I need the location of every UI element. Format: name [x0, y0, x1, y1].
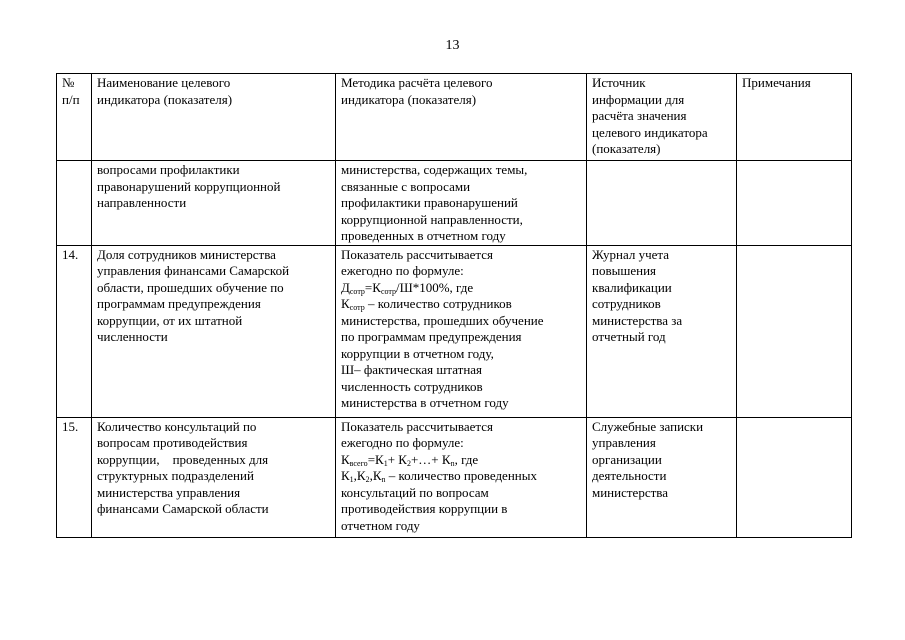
row-source-line: отчетный год — [592, 329, 666, 344]
table-header-row — [57, 74, 852, 161]
row-method-line: Показатель рассчитывается — [341, 418, 494, 434]
row-method-line: коррупционной направленности, — [341, 211, 523, 227]
row-name-line: коррупции, от их штатной — [97, 312, 243, 328]
row-method-line: министерства, прошедших обучение — [341, 312, 544, 328]
row-name-line: министерства управления — [97, 484, 241, 500]
row-method-line: ежегодно по формуле: — [341, 263, 464, 278]
header-name-line: индикатора (показателя) — [97, 91, 233, 107]
row-method-line: Показатель рассчитывается — [341, 246, 494, 262]
row-source-line: деятельности — [592, 468, 667, 483]
formula-subscript: 1 — [349, 475, 354, 484]
row-name-line: численности — [97, 329, 168, 344]
formula-subscript: сотр — [349, 303, 365, 312]
row-method-line: коррупции в отчетном году, — [341, 345, 494, 361]
row-method-line: отчетном году — [341, 517, 420, 533]
row-name-line: структурных подразделений — [97, 468, 254, 483]
row-notes-cell — [737, 245, 852, 417]
table-row — [57, 245, 852, 417]
row-method-cell — [336, 245, 587, 417]
header-source-line: Источник — [592, 75, 646, 90]
formula-text: , где — [454, 451, 479, 467]
row-source-line: организации — [592, 451, 662, 467]
row-name-cell — [92, 245, 336, 417]
row-name-line: области, прошедших обучение по — [97, 279, 284, 295]
formula-symbol: К — [341, 468, 350, 483]
row-name-cell — [92, 417, 336, 537]
header-source-line: расчёта значения — [592, 108, 687, 123]
header-name-line: Наименование целевого — [97, 75, 231, 90]
formula-text: – количество проведенных — [385, 468, 537, 483]
row-method-line: Ш– фактическая штатная — [341, 362, 483, 377]
header-num-line: п/п — [62, 91, 80, 107]
formula-symbol: К — [341, 296, 350, 311]
formula-text: – количество сотрудников — [364, 296, 512, 311]
formula-symbol: К — [341, 451, 350, 467]
formula-subscript: сотр — [380, 286, 396, 296]
header-name-cell — [92, 74, 336, 161]
header-num-line: № — [62, 75, 75, 90]
row-source-line: Журнал учета — [592, 246, 670, 262]
formula-line — [341, 280, 582, 297]
row-num-cell — [57, 161, 92, 246]
formula-line — [341, 452, 582, 469]
header-notes-cell — [737, 74, 852, 161]
row-name-line: коррупции, проведенных для — [97, 451, 269, 467]
row-method-line: министерства, содержащих темы, — [341, 162, 528, 177]
formula-definition-line — [341, 296, 582, 313]
row-name-line: направленности — [97, 195, 187, 210]
row-source-line: министерства за — [592, 312, 683, 328]
formula-symbol: =К — [367, 451, 384, 467]
row-method-line: по программам предупреждения — [341, 329, 522, 344]
row-name-line: правонарушений коррупционной — [97, 178, 281, 194]
formula-symbol: +…+ К — [410, 451, 451, 467]
formula-subscript: 1 — [383, 458, 388, 468]
row-name-line: вопросам противодействия — [97, 435, 248, 450]
formula-symbol: + К — [387, 451, 407, 467]
header-source-line: целевого индикатора — [592, 124, 708, 140]
row-source-cell — [587, 245, 737, 417]
formula-symbol: =К — [364, 279, 381, 295]
header-source-line: (показателя) — [592, 141, 661, 156]
header-method-cell — [336, 74, 587, 161]
header-method-line: индикатора (показателя) — [341, 91, 477, 107]
row-notes-cell — [737, 417, 852, 537]
formula-symbol: ,К — [353, 468, 366, 483]
header-num-cell — [57, 74, 92, 161]
formula-text: /Ш*100%, где — [395, 279, 474, 295]
formula-subscript: 2 — [406, 458, 411, 468]
row-method-line: связанные с вопросами — [341, 178, 471, 194]
table-row — [57, 417, 852, 537]
row-name-line: вопросами профилактики — [97, 162, 240, 177]
row-name-line: программам предупреждения — [97, 296, 261, 311]
header-method-line: Методика расчёта целевого — [341, 75, 493, 90]
formula-subscript: сотр — [349, 286, 365, 296]
row-notes-cell — [737, 161, 852, 246]
formula-subscript: 2 — [365, 475, 370, 484]
row-source-cell — [587, 417, 737, 537]
row-source-line: Служебные записки — [592, 418, 704, 434]
row-name-line: Количество консультаций по — [97, 418, 257, 434]
row-method-cell — [336, 161, 587, 246]
row-num-cell: 15. — [57, 417, 92, 537]
row-method-line: министерства в отчетном году — [341, 395, 509, 410]
formula-symbol: ,К — [369, 468, 382, 483]
formula-subscript: всего — [349, 458, 368, 468]
row-method-cell — [336, 417, 587, 537]
table-row — [57, 161, 852, 246]
formula-symbol: Д — [341, 279, 350, 295]
row-method-line: профилактики правонарушений — [341, 195, 518, 210]
formula-subscript: n — [450, 458, 455, 468]
formula-subscript: n — [381, 475, 386, 484]
row-name-line: финансами Самарской области — [97, 501, 269, 516]
row-method-line: проведенных в отчетном году — [341, 228, 506, 243]
row-method-line: консультаций по вопросам — [341, 484, 489, 500]
row-source-line: квалификации — [592, 279, 672, 295]
row-method-line: численность сотрудников — [341, 378, 483, 394]
header-notes-line: Примечания — [742, 75, 811, 90]
row-name-line: Доля сотрудников министерства — [97, 246, 276, 262]
row-source-line: управления — [592, 435, 656, 450]
row-source-line: сотрудников — [592, 296, 661, 311]
indicators-table — [56, 73, 852, 538]
row-source-cell — [587, 161, 737, 246]
row-method-line: ежегодно по формуле: — [341, 435, 464, 450]
row-source-line: министерства — [592, 484, 669, 500]
row-name-line: управления финансами Самарской — [97, 263, 290, 278]
header-source-cell — [587, 74, 737, 161]
row-name-cell — [92, 161, 336, 246]
row-method-line: противодействия коррупции в — [341, 501, 508, 516]
row-num-cell: 14. — [57, 245, 92, 417]
header-source-line: информации для — [592, 91, 685, 107]
page-number: 13 — [445, 38, 460, 53]
formula-definition-line — [341, 468, 582, 485]
row-source-line: повышения — [592, 263, 657, 278]
